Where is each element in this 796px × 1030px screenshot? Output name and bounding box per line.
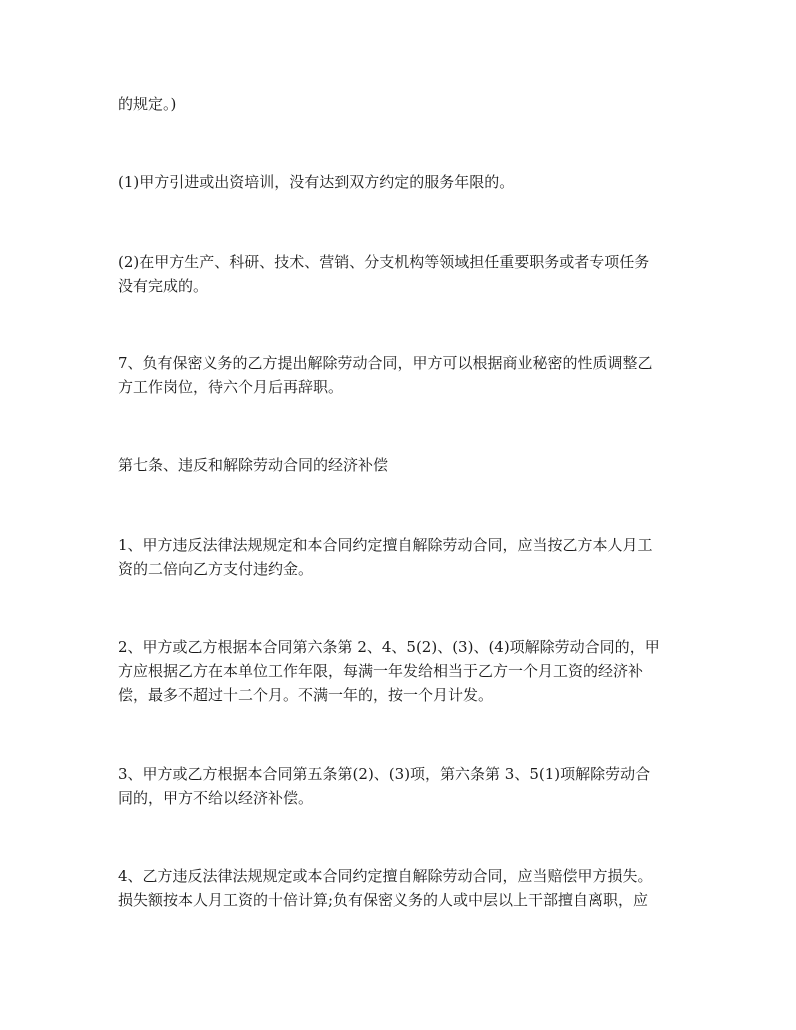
paragraph-3-line-0: 7、负有保密义务的乙方提出解除劳动合同，甲方可以根据商业秘密的性质调整乙 [118, 354, 653, 372]
paragraph-6-line-2: 偿，最多不超过十二个月。不满一年的，按一个月计发。 [118, 686, 494, 704]
paragraph-6-line-1: 方应根据乙方在本单位工作年限，每满一年发给相当于乙方一个月工资的经济补 [118, 662, 644, 680]
paragraph-1-line-0: (1)甲方引进或出资培训，没有达到双方约定的服务年限的。 [118, 173, 515, 191]
paragraph-7-line-1: 同的，甲方不给以经济补偿。 [118, 789, 314, 807]
paragraph-8-line-0: 4、乙方违反法律法规规定或本合同约定擅自解除劳动合同，应当赔偿甲方损失。 [118, 867, 653, 885]
paragraph-8-line-1: 损失额按本人月工资的十倍计算;负有保密义务的人或中层以上干部擅自离职，应 [118, 891, 649, 909]
section-heading: 第七条、违反和解除劳动合同的经济补偿 [118, 456, 389, 474]
paragraph-0-line-0: 的规定。) [118, 95, 177, 113]
paragraph-5-line-1: 资的二倍向乙方支付违约金。 [118, 560, 314, 578]
paragraph-6-line-0: 2、甲方或乙方根据本合同第六条第 2、4、5(2)、(3)、(4)项解除劳动合同的，甲 [118, 638, 660, 656]
paragraph-5-line-0: 1、甲方违反法律法规规定和本合同约定擅自解除劳动合同，应当按乙方本人月工 [118, 536, 653, 554]
paragraph-3-line-1: 方工作岗位，待六个月后再辞职。 [118, 378, 344, 396]
paragraph-2-line-1: 没有完成的。 [118, 277, 209, 295]
paragraph-7-line-0: 3、甲方或乙方根据本合同第五条第(2)、(3)项，第六条第 3、5(1)项解除劳动合 [118, 765, 651, 783]
paragraph-2-line-0: (2)在甲方生产、科研、技术、营销、分支机构等领域担任重要职务或者专项任务 [118, 253, 650, 271]
